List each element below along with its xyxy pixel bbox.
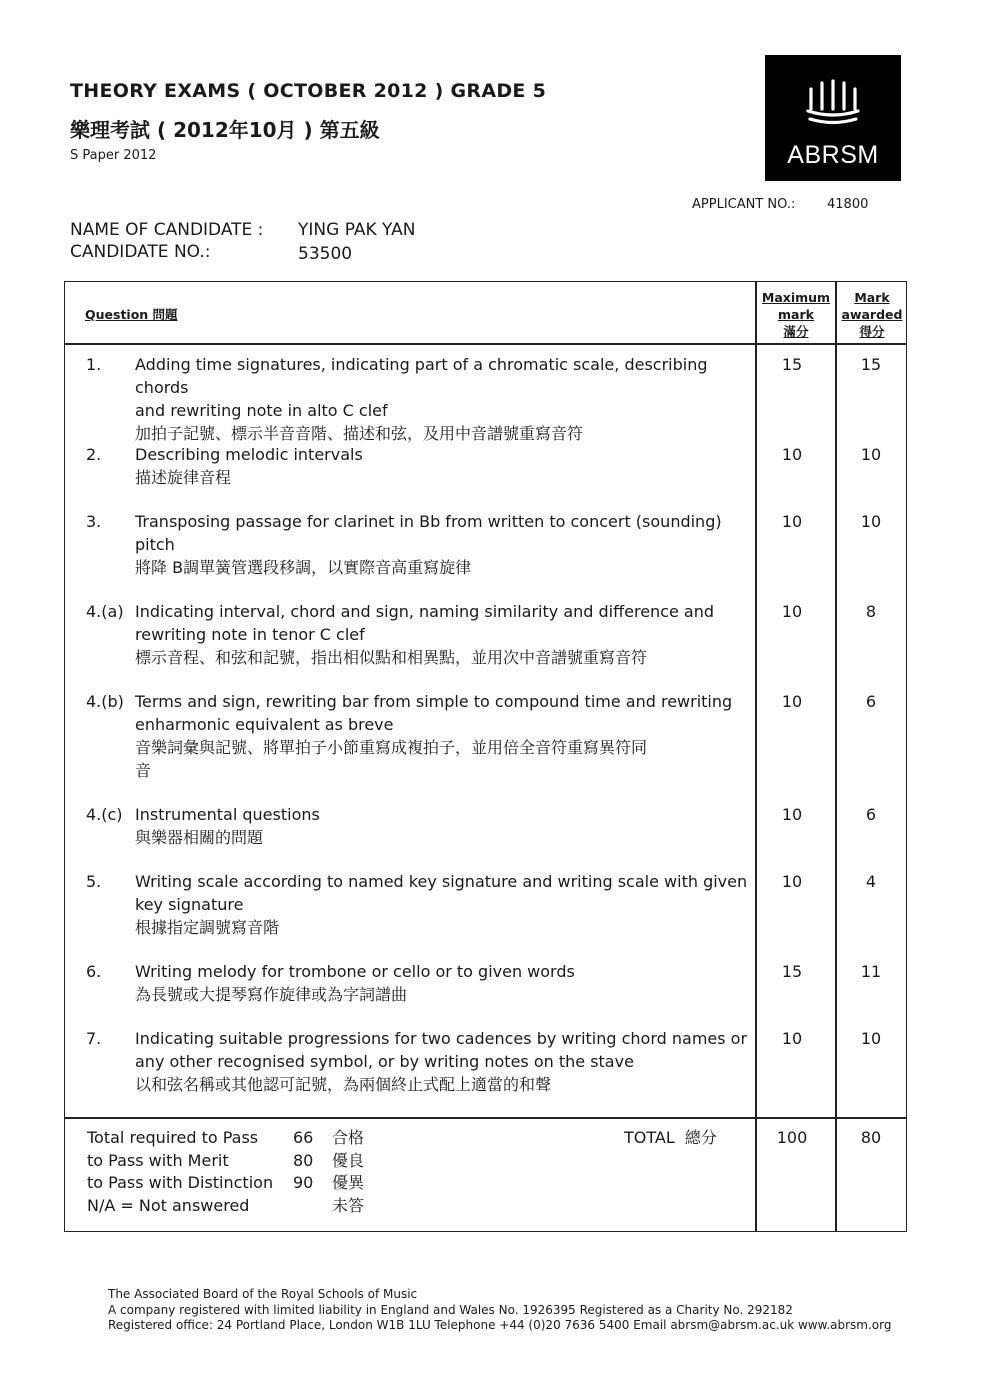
question-description: Terms and sign, rewriting bar from simple to compound time and rewriting enharmonic equivalent as breve 音樂詞彙與記號、將單拍子小節重寫成複拍子，並用倍全音符重寫異符同 音 [135, 692, 733, 780]
abrsm-logo [765, 55, 901, 181]
threshold-line: Total required to Pass 66 合格 [87, 1128, 365, 1147]
question-description: Indicating suitable progressions for two cadences by writing chord names or any other recognised symbol, or by writing notes on the stave 以和弦名稱或其他認可記號，為兩個終止式配上適當的和聲 [135, 1029, 748, 1094]
question-description: Transposing passage for clarinet in Bb from written to concert (sounding) pitch 將降 B調單簧管選段移調，以實際音高重寫旋律 [135, 512, 722, 577]
question-description: Instrumental questions 與樂器相關的問題 [135, 805, 320, 847]
crown-icon [805, 79, 861, 125]
question-description: Indicating interval, chord and sign, naming similarity and difference and rewriting note in tenor C clef 標示音程、和弦和記號，指出相似點和相異點，並用次中音譜號重寫音符 [135, 602, 715, 667]
mark-awarded: 15 [860, 355, 882, 374]
mark-awarded: 6 [865, 692, 877, 711]
mark-awarded: 8 [865, 602, 877, 621]
maximum-mark: 15 [781, 962, 803, 981]
question-number: 2. [86, 445, 102, 464]
question-number: 4.(c) [86, 805, 123, 824]
awarded-total: 80 [860, 1128, 882, 1147]
column-divider [835, 281, 837, 1232]
paper-name: S Paper 2012 [70, 148, 157, 163]
maximum-total: 100 [776, 1128, 808, 1147]
mark-awarded: 10 [860, 445, 882, 464]
totals-divider [64, 1117, 907, 1119]
candidate-name-label: NAME OF CANDIDATE : [70, 220, 264, 240]
applicant-number: 41800 [827, 197, 869, 212]
mark-awarded: 10 [860, 1029, 882, 1048]
maximum-mark-header: Maximum mark 滿分 [761, 290, 831, 339]
maximum-mark: 10 [781, 692, 803, 711]
pass-thresholds [87, 1127, 387, 1217]
question-description: Adding time signatures, indicating part of a chromatic scale, describing chords and rewriting note in alto C clef 加拍子記號、標示半音音階、描述和弦，及用中音譜號重寫音符 [135, 355, 708, 443]
question-number: 3. [86, 512, 102, 531]
question-number: 7. [86, 1029, 102, 1048]
maximum-mark: 10 [781, 805, 803, 824]
question-number: 1. [86, 355, 102, 374]
mark-awarded: 6 [865, 805, 877, 824]
mark-awarded: 10 [860, 512, 882, 531]
candidate-name: YING PAK YAN [298, 220, 416, 240]
exam-title-chinese: 樂理考試 ( 2012年10月 ) 第五級 [70, 118, 380, 142]
maximum-mark: 10 [781, 602, 803, 621]
maximum-mark: 15 [781, 355, 803, 374]
maximum-mark: 10 [781, 445, 803, 464]
maximum-mark: 10 [781, 512, 803, 531]
question-number: 4.(b) [86, 692, 124, 711]
applicant-label: APPLICANT NO.: [692, 197, 796, 212]
logo-text: ABRSM [787, 141, 879, 169]
mark-awarded-header: Mark awarded 得分 [841, 290, 903, 339]
question-number: 6. [86, 962, 102, 981]
question-description: Writing melody for trombone or cello or to given words 為長號或大提琴寫作旋律或為字詞譜曲 [135, 962, 575, 1004]
question-description: Writing scale according to named key signature and writing scale with given key signature 根據指定調號寫音階 [135, 872, 748, 937]
question-number: 5. [86, 872, 102, 891]
maximum-mark: 10 [781, 872, 803, 891]
maximum-mark: 10 [781, 1029, 803, 1048]
header-divider [64, 343, 907, 345]
footer: The Associated Board of the Royal Schools of Music A company registered with limited liability in England and Wales No. 1926395 Registered as a Charity No. 292182 Registered office: 24 Portland Place, London W1B 1LU Telephone +44 (0)20 7636 5400 Email abrsm@abrsm.ac.uk www.abrsm.org [108, 1287, 892, 1332]
exam-title: THEORY EXAMS ( OCTOBER 2012 ) GRADE 5 [70, 80, 547, 102]
question-number: 4.(a) [86, 602, 124, 621]
question-description: Describing melodic intervals 描述旋律音程 [135, 445, 363, 487]
threshold-line: to Pass with Distinction 90 優異 [87, 1173, 365, 1192]
total-label: TOTAL 總分 [624, 1128, 717, 1147]
threshold-line: N/A = Not answered 未答 [87, 1195, 365, 1215]
column-divider [755, 281, 757, 1232]
mark-awarded: 4 [865, 872, 877, 891]
candidate-number-label: CANDIDATE NO.: [70, 242, 211, 262]
question-header: Question 問題 [85, 307, 178, 322]
mark-awarded: 11 [860, 962, 882, 981]
candidate-number: 53500 [298, 244, 353, 264]
threshold-line: to Pass with Merit 80 優良 [87, 1150, 365, 1170]
